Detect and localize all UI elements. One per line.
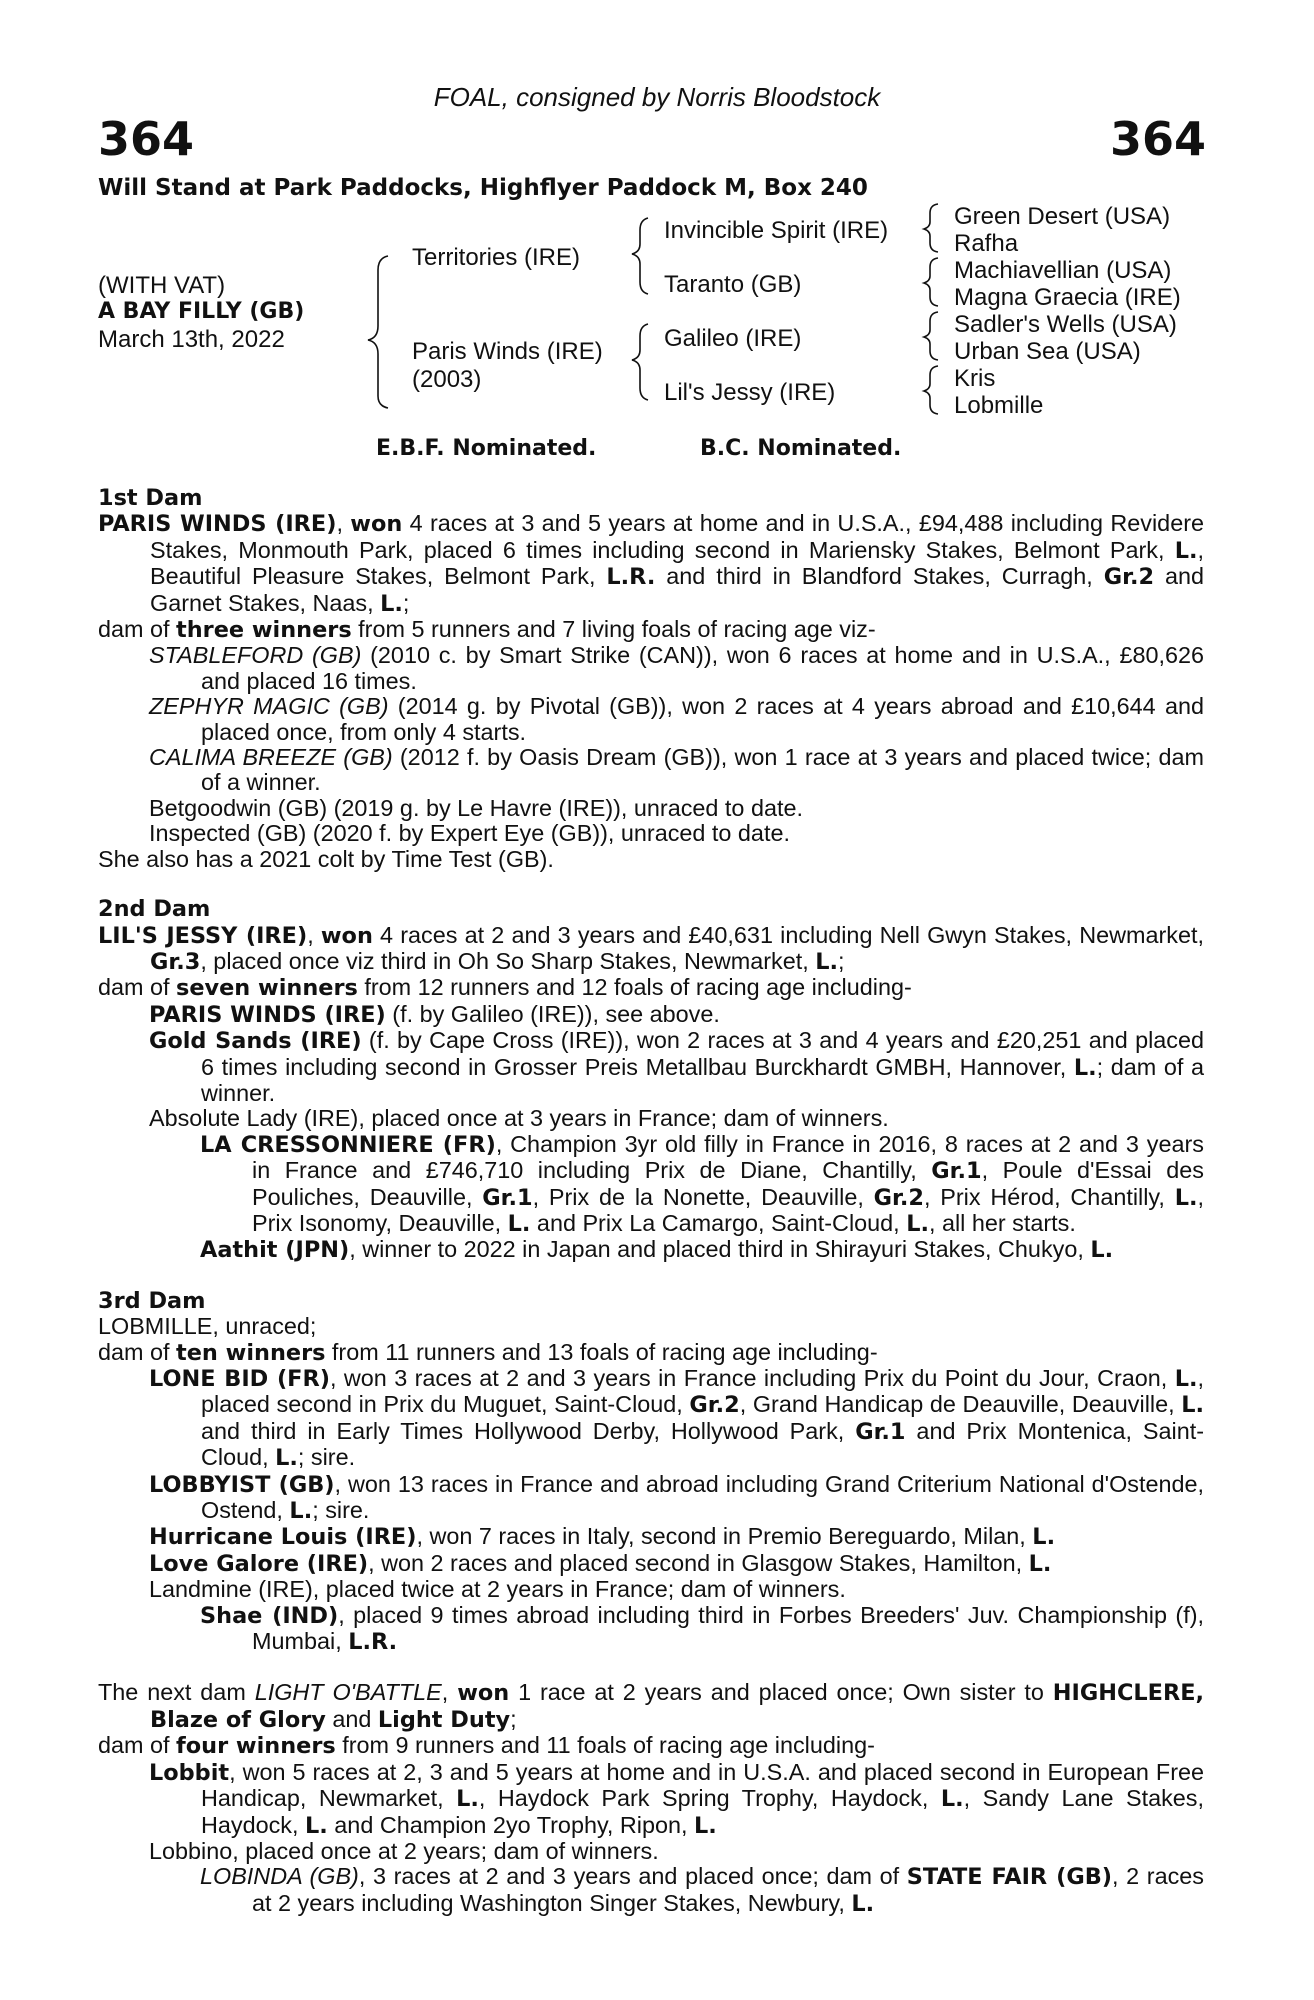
produce-entry: Betgoodwin (GB) (2019 g. by Le Havre (IRE)), unraced to date. (149, 794, 803, 821)
produce-entry: Lobbino, placed once at 2 years; dam of winners. (149, 1837, 659, 1864)
produce-entry: CALIMA BREEZE (GB) (2012 f. by Oasis Dream (GB)), won 1 race at 3 years and placed twice; dam of a winner. (149, 744, 1204, 796)
g3-ancestor: Magna Graecia (IRE) (954, 284, 1181, 311)
first-dam-heading: 1st Dam (98, 485, 203, 511)
third-dam-produce-summary: dam of ten winners from 11 runners and 13 foals of racing age including- (98, 1338, 878, 1366)
produce-entry: Love Galore (IRE), won 2 races and placed second in Glasgow Stakes, Hamilton, L. (149, 1549, 1052, 1577)
produce-entry: LA CRESSONNIERE (FR), Champion 3yr old filly in France in 2016, 8 races at 2 and 3 years in France and £746,710 including Prix de Diane, Chantilly, Gr.1, Poule d'Essai des Pouliches, Deauville, Gr.1, Prix de la Nonette, Deauville, Gr.2, Prix Hérod, Chantilly, L., Prix Isonomy, Deauville, L. and Prix La Camargo, Saint-Cloud, L., all her starts. (200, 1130, 1204, 1237)
produce-entry: Inspected (GB) (2020 f. by Expert Eye (GB)), unraced to date. (149, 820, 790, 847)
produce-entry: LOBBYIST (GB), won 13 races in France and abroad including Grand Criterium National d'Ostende, Ostend, L.; sire. (149, 1470, 1205, 1525)
dam-dam-name: Lil's Jessy (IRE) (664, 379, 836, 406)
g3-ancestor: Lobmille (954, 392, 1044, 419)
sire-sire-name: Invincible Spirit (IRE) (664, 217, 889, 244)
catalogue-body (98, 486, 1204, 1917)
also-has-note: She also has a 2021 colt by Time Test (GB). (98, 845, 554, 872)
produce-entry: Aathit (JPN), winner to 2022 in Japan and placed third in Shirayuri Stakes, Chukyo, L. (200, 1236, 1114, 1264)
produce-entry: Landmine (IRE), placed twice at 2 years in France; dam of winners. (149, 1576, 846, 1603)
g3-ancestor: Green Desert (USA) (954, 203, 1171, 230)
sire-dam-name: Taranto (GB) (664, 271, 802, 298)
foaling-date: March 13th, 2022 (98, 326, 285, 353)
produce-entry: PARIS WINDS (IRE) (f. by Galileo (IRE)), see above. (149, 1000, 720, 1028)
g3-ancestor: Kris (954, 365, 996, 392)
produce-entry: STABLEFORD (GB) (2010 c. by Smart Strike (CAN)), won 6 races at home and in U.S.A., £80,626 and placed 16 times. (149, 642, 1204, 694)
ebf-nomination: E.B.F. Nominated. (376, 436, 597, 461)
produce-entry: LONE BID (FR), won 3 races at 2 and 3 years in France including Prix du Point du Jour, Craon, L., placed second in Prix du Muguet, Saint-Cloud, Gr.2, Grand Handicap de Deauville, Deauville, L. and third in Early Times Hollywood Derby, Hollywood Park, Gr.1 and Prix Montenica, Saint-Cloud, L.; sire. (149, 1365, 1204, 1472)
produce-entry: Gold Sands (IRE) (f. by Cape Cross (IRE)), won 2 races at 3 and 4 years and £20,251 and placed 6 times including second in Grosser Preis Metallbau Burckhardt GMBH, Hannover, L.; dam of a winner. (149, 1027, 1205, 1106)
lot-number-right: 364 (1109, 112, 1206, 166)
next-dam-record: The next dam LIGHT O'BATTLE, won 1 race at 2 years and placed once; Own sister to HIGHCLERE, Blaze of Glory and Light Duty; (98, 1679, 1205, 1733)
g3-ancestor: Urban Sea (USA) (954, 338, 1141, 365)
consignor-line: FOAL, consigned by Norris Bloodstock (433, 82, 881, 112)
horse-name: A BAY FILLY (GB) (98, 299, 305, 324)
produce-entry: Hurricane Louis (IRE), won 7 races in Italy, second in Premio Bereguardo, Milan, L. (149, 1523, 1056, 1551)
lot-number-left: 364 (98, 112, 195, 166)
g3-ancestor: Rafha (954, 230, 1019, 257)
g3-ancestor: Machiavellian (USA) (954, 257, 1172, 284)
produce-entry: Lobbit, won 5 races at 2, 3 and 5 years at home and in U.S.A. and placed second in European Free Handicap, Newmarket, L., Haydock Park Spring Trophy, Haydock, L., Sandy Lane Stakes, Haydock, L. and Champion 2yo Trophy, Ripon, L. (149, 1758, 1204, 1839)
third-dam-heading: 3rd Dam (98, 1287, 206, 1314)
first-dam-record: PARIS WINDS (IRE), won 4 races at 3 and 5 years at home and in U.S.A., £94,488 including Revidere Stakes, Monmouth Park, placed 6 times including second in Mariensky Stakes, Belmont Park, L., Beautiful Pleasure Stakes, Belmont Park, L.R. and third in Blandford Stakes, Curragh, Gr.2 and Garnet Stakes, Naas, L.; (98, 510, 1205, 617)
dam-name: Paris Winds (IRE) (412, 338, 603, 365)
first-dam-produce-summary: dam of three winners from 5 runners and 7 living foals of racing age viz- (98, 616, 876, 644)
g3-ancestor: Sadler's Wells (USA) (954, 311, 1177, 338)
next-dam-produce-summary: dam of four winners from 9 runners and 11 foals of racing age including- (98, 1732, 875, 1760)
produce-entry: Shae (IND), placed 9 times abroad including third in Forbes Breeders' Juv. Championship (f), Mumbai, L.R. (200, 1601, 1204, 1656)
produce-entry: ZEPHYR MAGIC (GB) (2014 g. by Pivotal (GB)), won 2 races at 4 years abroad and £10,644 and placed once, from only 4 starts. (149, 693, 1204, 745)
produce-entry: LOBINDA (GB), 3 races at 2 and 3 years and placed once; dam of STATE FAIR (GB), 2 races at 2 years including Washington Singer Stakes, Newbury, L. (200, 1863, 1204, 1917)
dam-sire-name: Galileo (IRE) (664, 325, 802, 352)
sire-name: Territories (IRE) (412, 244, 581, 271)
third-dam-record: LOBMILLE, unraced; (98, 1313, 317, 1340)
dam-name: PARIS WINDS (IRE) (98, 511, 337, 538)
second-dam-record: LIL'S JESSY (IRE), won 4 races at 2 and 3 years and £40,631 including Nell Gwyn Stakes, Newmarket, Gr.3, placed once viz third in Oh So Sharp Stakes, Newmarket, L.; (98, 921, 1204, 975)
vat-note: (WITH VAT) (98, 272, 226, 299)
second-dam-produce-summary: dam of seven winners from 12 runners and 12 foals of racing age including- (98, 974, 912, 1002)
bc-nomination: B.C. Nominated. (700, 436, 902, 461)
stand-location: Will Stand at Park Paddocks, Highflyer Paddock M, Box 240 (98, 175, 868, 201)
second-dam-heading: 2nd Dam (98, 896, 211, 923)
dam-year: (2003) (412, 366, 482, 393)
produce-entry: Absolute Lady (IRE), placed once at 3 years in France; dam of winners. (149, 1105, 889, 1132)
